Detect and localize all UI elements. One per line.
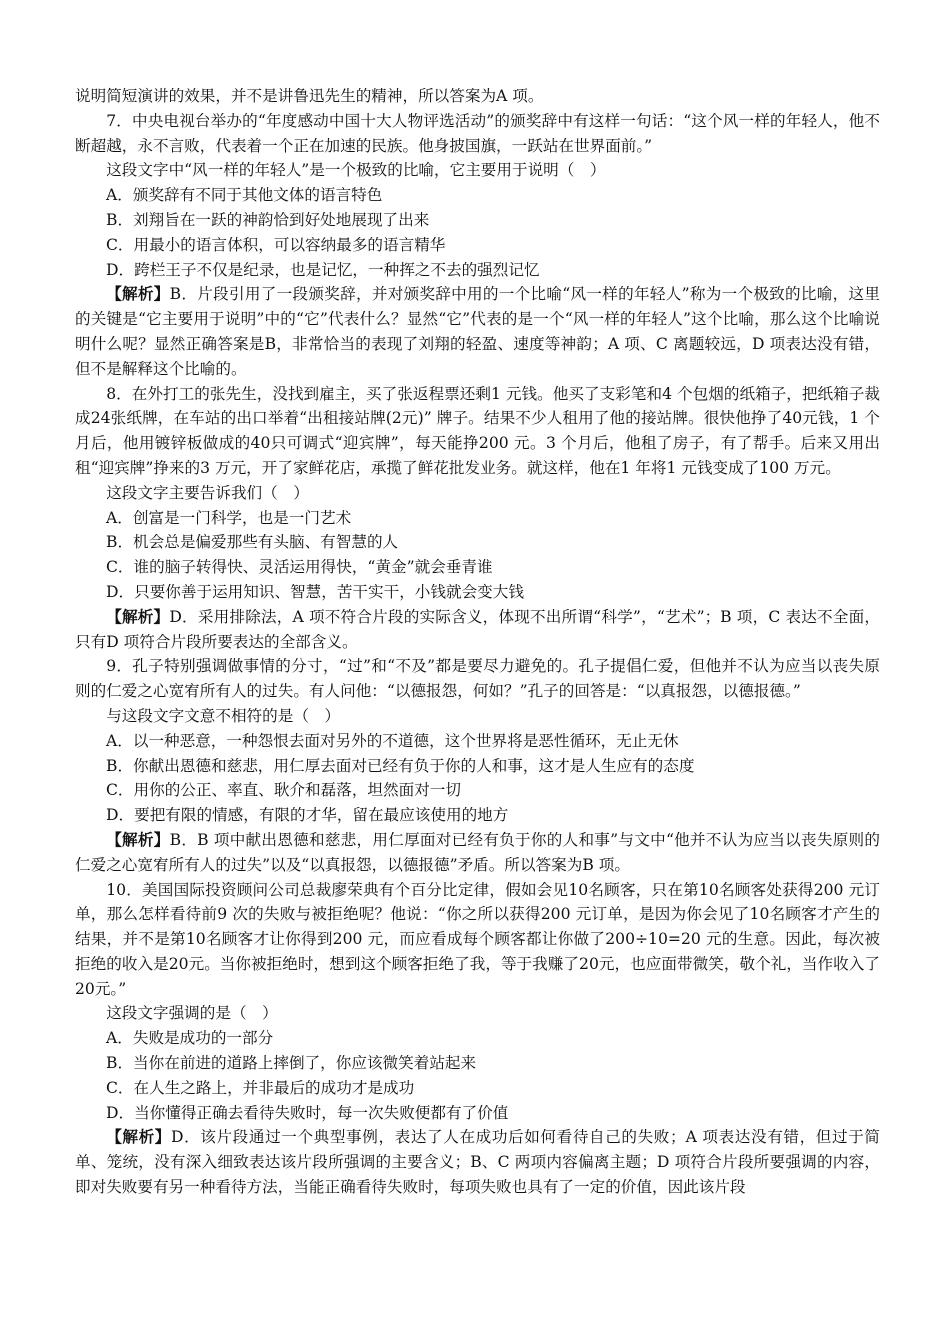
question-8-analysis	[75, 605, 880, 655]
analysis-text: D．该片段通过一个典型事例，表达了人在成功后如何看待自己的失败；A 项表达没有错，但过于简单、笼统，没有深入细致表达该片段所强调的主要含义；B、C 两项内容偏离主题；D 项符合片段所要强调的内容，即对失败要有另一种看待方法，当能正确看待失败时，每项失败也具有了一定的价值，因此该片段	[75, 1128, 880, 1197]
question-9-paragraph: 9．孔子特别强调做事情的分寸，“过”和“不及”都是要尽力避免的。孔子提倡仁爱，但他并不认为应当以丧失原则的仁爱之心宽宥所有人的过失。有人问他：“以德报怨，何如？”孔子的回答是：“以真报怨，以德报德。”	[75, 657, 880, 701]
question-8-paragraph: 8．在外打工的张先生，没找到雇主，买了张返程票还剩1 元钱。他买了支彩笔和4 个包烟的纸箱子，把纸箱子裁成24张纸牌，在车站的出口举着“出租接站牌(2元)” 牌子。结果不少人租用了他的接站牌。很快他挣了40元钱，1 个月后，他用镀锌板做成的40只可调式“迎宾牌”，每天能挣200 元。3 个月后，他租了房子，有了帮手。后来又用出租“迎宾牌”挣来的3 万元，开了家鲜花店，承揽了鲜花批发业务。就这样，他在1 年将1 元钱变成了100 万元。	[75, 384, 880, 477]
analysis-text: B．片段引用了一段颁奖辞，并对颁奖辞中用的一个比喻“风一样的年轻人”称为一个极致的比喻，这里的关键是“它主要用于说明”中的“它”代表什么？显然“它”代表的是一个“风一样的年轻人”这个比喻，那么这个比喻说明什么呢？显然正确答案是B，非常恰当的表现了刘翔的轻盈、速度等神韵；A 项、C 离题较远，D 项表达没有错，但不是解释这个比喻的。	[75, 285, 880, 378]
question-7-option-d: D．跨栏王子不仅是纪录，也是记忆，一种挥之不去的强烈记忆	[106, 260, 540, 279]
question-9-prompt: 与这段文字文意不相符的是（ ）	[106, 706, 341, 725]
question-10-paragraph: 10．美国国际投资顾问公司总裁廖荣典有个百分比定律，假如会见10名顾客，只在第10名顾客处获得200 元订单，那么怎样看待前9 次的失败与被拒绝呢？他说：“你之所以获得200 元订单，是因为你会见了10名顾客才产生的结果，并不是第10名顾客才让你得到200 元，而应看成每个顾客都让你做了200÷10=20 元的生意。因此，每次被拒绝的收入是20元。当你被拒绝时，想到这个顾客拒绝了我，等于我赚了20元，也应面带微笑，敬个礼，当作收入了20元。”	[75, 880, 880, 998]
question-10-option-c: C．在人生之路上，并非最后的成功才是成功	[106, 1078, 415, 1097]
analysis-text: B．B 项中献出恩德和慈悲，用仁厚面对已经有负于你的人和事”与文中“他并不认为应当以丧失原则的仁爱之心宽宥所有人的过失”以及“以真报怨，以德报德”矛盾。所以答案为B 项。	[75, 830, 880, 874]
question-7-paragraph: 7．中央电视台举办的“年度感动中国十大人物评选活动”的颁奖辞中有这样一句话：“这个风一样的年轻人，他不断超越，永不言败，代表着一个正在加速的民族。他身披国旗，一跃站在世界面前。”	[75, 111, 880, 155]
analysis-label: 【解析】	[106, 284, 170, 304]
question-9	[75, 654, 880, 877]
question-10-option-d: D．当你懂得正确去看待失败时，每一次失败便都有了价值	[106, 1103, 509, 1122]
document-page	[75, 84, 880, 1200]
question-8-option-c: C．谁的脑子转得快、灵活运用得快，“黄金”就会垂青谁	[106, 558, 493, 577]
question-9-option-a: A．以一种恶意，一种怨恨去面对另外的不道德，这个世界将是恶性循环，无止无休	[106, 731, 679, 750]
question-10	[75, 878, 880, 1200]
question-8-option-d: D．只要你善于运用知识、智慧，苦干实干，小钱就会变大钱	[106, 582, 524, 601]
question-7-option-a: A．颁奖辞有不同于其他文体的语言特色	[106, 186, 383, 205]
question-10-option-b: B．当你在前进的道路上摔倒了，你应该微笑着站起来	[106, 1054, 477, 1073]
question-10-option-a: A．失败是成功的一部分	[106, 1029, 274, 1048]
analysis-label: 【解析】	[106, 829, 170, 849]
question-8-option-b: B．机会总是偏爱那些有头脑、有智慧的人	[106, 533, 399, 552]
question-8	[75, 382, 880, 655]
question-10-prompt: 这段文字强调的是（ ）	[106, 1004, 278, 1023]
question-9-option-d: D．要把有限的情感，有限的才华，留在最应该使用的地方	[106, 806, 509, 825]
question-9-analysis	[75, 828, 880, 878]
question-10-analysis	[75, 1125, 880, 1199]
question-8-option-a: A．创富是一门科学，也是一门艺术	[106, 508, 352, 527]
question-7-prompt: 这段文字中“风一样的年轻人”是一个极致的比喻，它主要用于说明（ ）	[106, 161, 606, 180]
analysis-text: D．采用排除法，A 项不符合片段的实际含义，体现不出所谓“科学”，“艺术”；B 项，C 表达不全面，只有D 项符合片段所要表达的全部含义。	[75, 607, 880, 651]
question-7-option-b: B．刘翔旨在一跃的神韵恰到好处地展现了出来	[106, 210, 430, 229]
intro-text: 说明简短演讲的效果，并不是讲鲁迅先生的精神，所以答案为A 项。	[75, 87, 544, 105]
question-7	[75, 109, 880, 382]
analysis-label: 【解析】	[106, 1127, 171, 1147]
question-7-analysis	[75, 282, 880, 381]
question-9-option-c: C．用你的公正、率直、耿介和磊落，坦然面对一切	[106, 781, 461, 800]
analysis-label: 【解析】	[106, 606, 170, 626]
question-7-option-c: C．用最小的语言体积，可以容纳最多的语言精华	[106, 235, 446, 254]
question-8-prompt: 这段文字主要告诉我们（ ）	[106, 483, 309, 502]
question-9-option-b: B．你献出恩德和慈悲，用仁厚去面对已经有负于你的人和事，这才是人生应有的态度	[106, 756, 695, 775]
